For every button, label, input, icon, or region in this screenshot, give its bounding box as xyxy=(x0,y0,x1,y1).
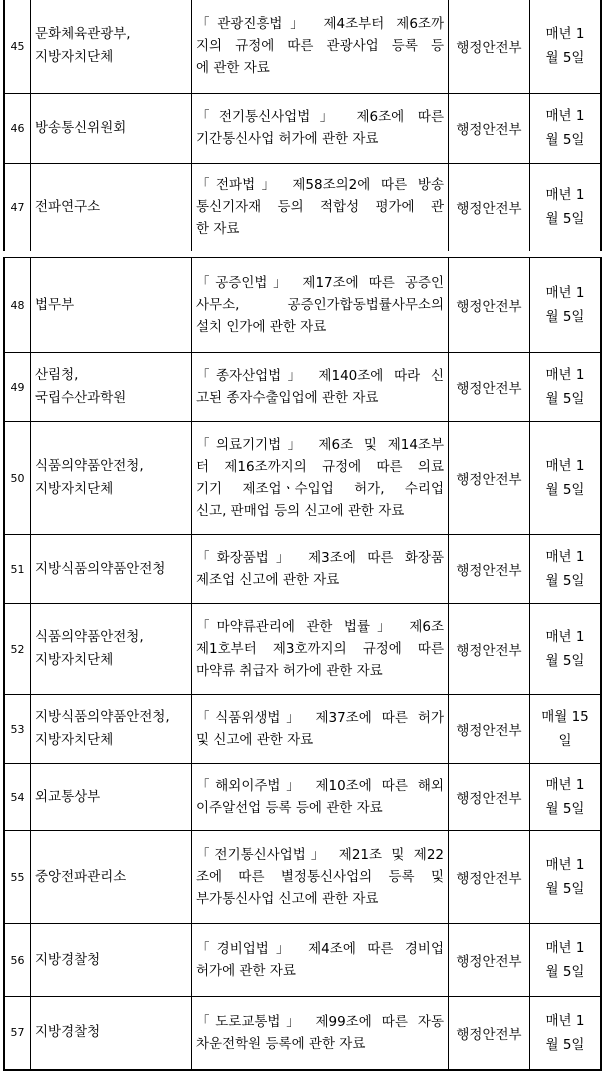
due-date-cell: 매월 15 일 xyxy=(530,695,602,764)
due-date-cell: 매년 1 월 5일 xyxy=(530,353,602,422)
table-row xyxy=(4,0,601,93)
agency-cell: 법무부 xyxy=(31,258,192,353)
due-date-cell: 매년 1 월 5일 xyxy=(530,422,602,535)
recipient-cell: 행정안전부 xyxy=(449,0,530,93)
recipient-cell: 행정안전부 xyxy=(449,258,530,353)
agency-cell: 산림청, 국립수산과학원 xyxy=(31,353,192,422)
agency-cell: 식품의약품안전청, 지방자치단체 xyxy=(31,604,192,695)
recipient-cell: 행정안전부 xyxy=(449,997,530,1070)
due-date-cell: 매년 1 월 5일 xyxy=(530,764,602,831)
recipient-cell: 행정안전부 xyxy=(449,353,530,422)
row-number: 48 xyxy=(4,258,31,353)
table-row xyxy=(4,997,601,1070)
table-row xyxy=(4,695,601,764)
agency-cell: 전파연구소 xyxy=(31,163,192,251)
recipient-cell: 행정안전부 xyxy=(449,163,530,251)
agency-cell: 지방경찰청 xyxy=(31,924,192,997)
row-number: 55 xyxy=(4,831,31,924)
content-cell: 「경비업법」 제4조에 따른 경비업 허가에 관한 자료 xyxy=(192,924,449,997)
records-table-body xyxy=(4,0,601,251)
row-number: 57 xyxy=(4,997,31,1070)
row-number: 47 xyxy=(4,163,31,251)
content-cell: 「전기통신사업법」 제6조에 따른 기간통신사업 허가에 관한 자료 xyxy=(192,93,449,163)
content-cell: 「해외이주법」 제10조에 따른 해외 이주알선업 등록 등에 관한 자료 xyxy=(192,764,449,831)
table-row xyxy=(4,93,601,163)
records-table-part1 xyxy=(3,0,602,251)
row-number: 51 xyxy=(4,535,31,604)
content-cell: 「의료기기법」 제6조 및 제14조부 터 제16조까지의 규정에 따른 의료 기기 제조업ㆍ수입업 허가, 수리업 신고, 판매업 등의 신고에 관한 자료 xyxy=(192,422,449,535)
table-row xyxy=(4,422,601,535)
recipient-cell: 행정안전부 xyxy=(449,924,530,997)
recipient-cell: 행정안전부 xyxy=(449,604,530,695)
recipient-cell: 행정안전부 xyxy=(449,93,530,163)
due-date-cell: 매년 1 월 5일 xyxy=(530,924,602,997)
due-date-cell: 매년 1 월 5일 xyxy=(530,604,602,695)
records-table-body xyxy=(4,258,601,1070)
agency-cell: 문화체육관광부, 지방자치단체 xyxy=(31,0,192,93)
content-cell: 「관광진흥법」 제4조부터 제6조까 지의 규정에 따른 관광사업 등록 등 에 관한 자료 xyxy=(192,0,449,93)
content-cell: 「종자산업법」 제140조에 따라 신 고된 종자수출입업에 관한 자료 xyxy=(192,353,449,422)
agency-cell: 식품의약품안전청, 지방자치단체 xyxy=(31,422,192,535)
due-date-cell: 매년 1 월 5일 xyxy=(530,831,602,924)
recipient-cell: 행정안전부 xyxy=(449,764,530,831)
agency-cell: 외교통상부 xyxy=(31,764,192,831)
table-row xyxy=(4,163,601,251)
due-date-cell: 매년 1 월 5일 xyxy=(530,997,602,1070)
due-date-cell: 매년 1 월 5일 xyxy=(530,535,602,604)
row-number: 56 xyxy=(4,924,31,997)
row-number: 46 xyxy=(4,93,31,163)
content-cell: 「전기통신사업법」 제21조 및 제22 조에 따른 별정통신사업의 등록 및 부가통신사업 신고에 관한 자료 xyxy=(192,831,449,924)
table-row xyxy=(4,831,601,924)
table-row xyxy=(4,924,601,997)
content-cell: 「공증인법」 제17조에 따른 공증인 사무소, 공증인가합동법률사무소의 설치 인가에 관한 자료 xyxy=(192,258,449,353)
content-cell: 「화장품법」 제3조에 따른 화장품 제조업 신고에 관한 자료 xyxy=(192,535,449,604)
recipient-cell: 행정안전부 xyxy=(449,695,530,764)
table-row xyxy=(4,258,601,353)
table-row xyxy=(4,604,601,695)
row-number: 52 xyxy=(4,604,31,695)
agency-cell: 지방경찰청 xyxy=(31,997,192,1070)
agency-cell: 중앙전파관리소 xyxy=(31,831,192,924)
row-number: 45 xyxy=(4,0,31,93)
row-number: 49 xyxy=(4,353,31,422)
agency-cell: 방송통신위원회 xyxy=(31,93,192,163)
agency-cell: 지방식품의약품안전청, 지방자치단체 xyxy=(31,695,192,764)
row-number: 53 xyxy=(4,695,31,764)
row-number: 50 xyxy=(4,422,31,535)
due-date-cell: 매년 1 월 5일 xyxy=(530,0,602,93)
content-cell: 「마약류관리에 관한 법률」 제6조 제1호부터 제3호까지의 규정에 따른 마약류 취급자 허가에 관한 자료 xyxy=(192,604,449,695)
content-cell: 「식품위생법」 제37조에 따른 허가 및 신고에 관한 자료 xyxy=(192,695,449,764)
agency-cell: 지방식품의약품안전청 xyxy=(31,535,192,604)
content-cell: 「전파법」 제58조의2에 따른 방송 통신기자재 등의 적합성 평가에 관 한 자료 xyxy=(192,163,449,251)
due-date-cell: 매년 1 월 5일 xyxy=(530,258,602,353)
due-date-cell: 매년 1 월 5일 xyxy=(530,93,602,163)
content-cell: 「도로교통법」 제99조에 따른 자동 차운전학원 등록에 관한 자료 xyxy=(192,997,449,1070)
due-date-cell: 매년 1 월 5일 xyxy=(530,163,602,251)
table-row xyxy=(4,353,601,422)
table-row xyxy=(4,535,601,604)
records-table-part2 xyxy=(3,257,602,1071)
row-number: 54 xyxy=(4,764,31,831)
table-row xyxy=(4,764,601,831)
recipient-cell: 행정안전부 xyxy=(449,831,530,924)
recipient-cell: 행정안전부 xyxy=(449,535,530,604)
recipient-cell: 행정안전부 xyxy=(449,422,530,535)
